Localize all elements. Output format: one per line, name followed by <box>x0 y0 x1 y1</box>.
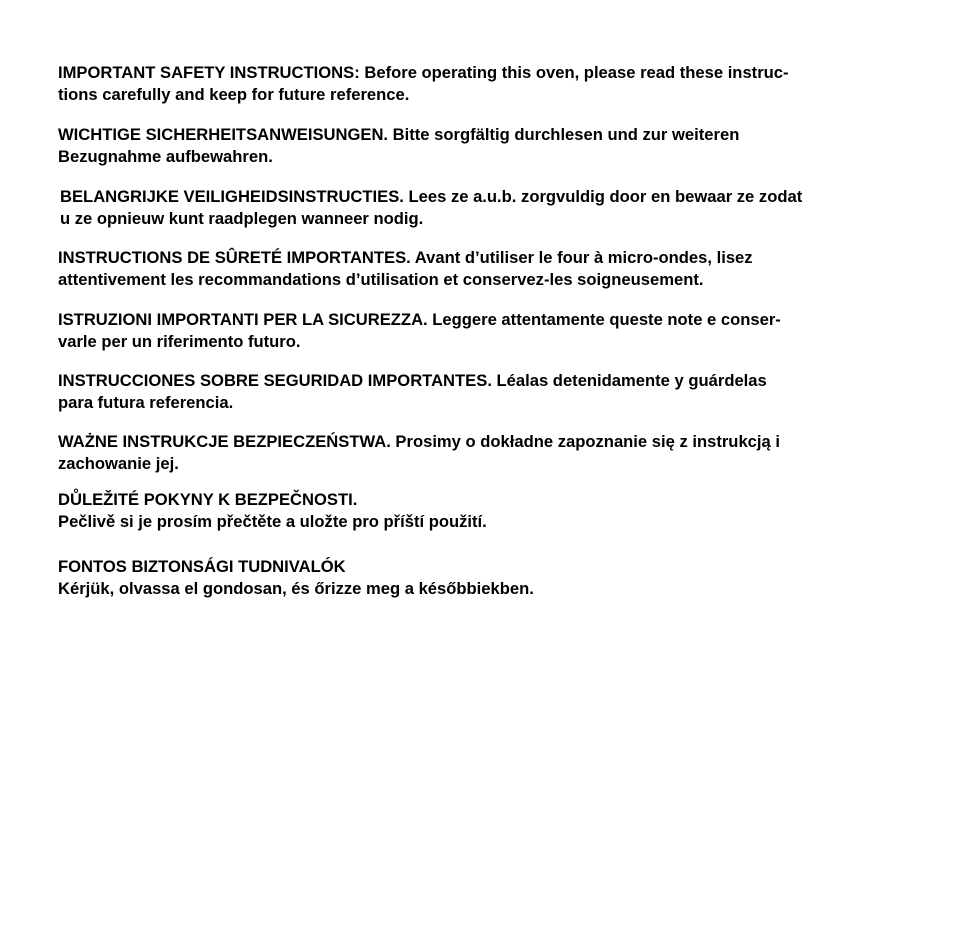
instruction-line: IMPORTANT SAFETY INSTRUCTIONS: Before operating this oven, please read these instruc- <box>58 63 789 82</box>
safety-instructions-spanish <box>58 370 898 414</box>
instruction-line: para futura referencia. <box>58 393 234 412</box>
instruction-line: INSTRUCTIONS DE SÛRETÉ IMPORTANTES. Avant d’utiliser le four à micro-ondes, lisez <box>58 248 753 267</box>
instruction-line: ISTRUZIONI IMPORTANTI PER LA SICUREZZA. Leggere attentamente queste note e conser- <box>58 310 781 329</box>
instruction-line: varle per un riferimento futuro. <box>58 332 301 351</box>
instruction-line: WAŻNE INSTRUKCJE BEZPIECZEŃSTWA. Prosimy o dokładne zapoznanie się z instrukcją i <box>58 432 780 451</box>
instruction-line: Bezugnahme aufbewahren. <box>58 147 273 166</box>
instruction-line: FONTOS BIZTONSÁGI TUDNIVALÓK <box>58 557 346 576</box>
safety-instructions-polish <box>58 431 898 475</box>
instruction-line: Pečlivě si je prosím přečtěte a uložte pro příští použití. <box>58 512 487 531</box>
safety-instructions-czech <box>58 489 898 533</box>
instruction-line: DŮLEŽITÉ POKYNY K BEZPEČNOSTI. <box>58 490 358 509</box>
instruction-line: WICHTIGE SICHERHEITSANWEISUNGEN. Bitte sorgfältig durchlesen und zur weiteren <box>58 125 740 144</box>
safety-instructions-english <box>58 62 898 106</box>
safety-instructions-dutch <box>60 186 900 230</box>
instruction-line: u ze opnieuw kunt raadplegen wanneer nodig. <box>60 209 424 228</box>
instruction-line: tions carefully and keep for future reference. <box>58 85 410 104</box>
safety-instructions-hungarian <box>58 556 898 600</box>
safety-instructions-italian <box>58 309 898 353</box>
instruction-line: attentivement les recommandations d’utilisation et conservez-les soigneusement. <box>58 270 704 289</box>
safety-instructions-german <box>58 124 898 168</box>
instruction-line: INSTRUCCIONES SOBRE SEGURIDAD IMPORTANTES. Léalas detenidamente y guárdelas <box>58 371 767 390</box>
instruction-line: BELANGRIJKE VEILIGHEIDSINSTRUCTIES. Lees ze a.u.b. zorgvuldig door en bewaar ze zodat <box>60 187 803 206</box>
instruction-line: zachowanie jej. <box>58 454 179 473</box>
safety-instructions-french <box>58 247 898 291</box>
instruction-line: Kérjük, olvassa el gondosan, és őrizze meg a későbbiekben. <box>58 579 534 598</box>
